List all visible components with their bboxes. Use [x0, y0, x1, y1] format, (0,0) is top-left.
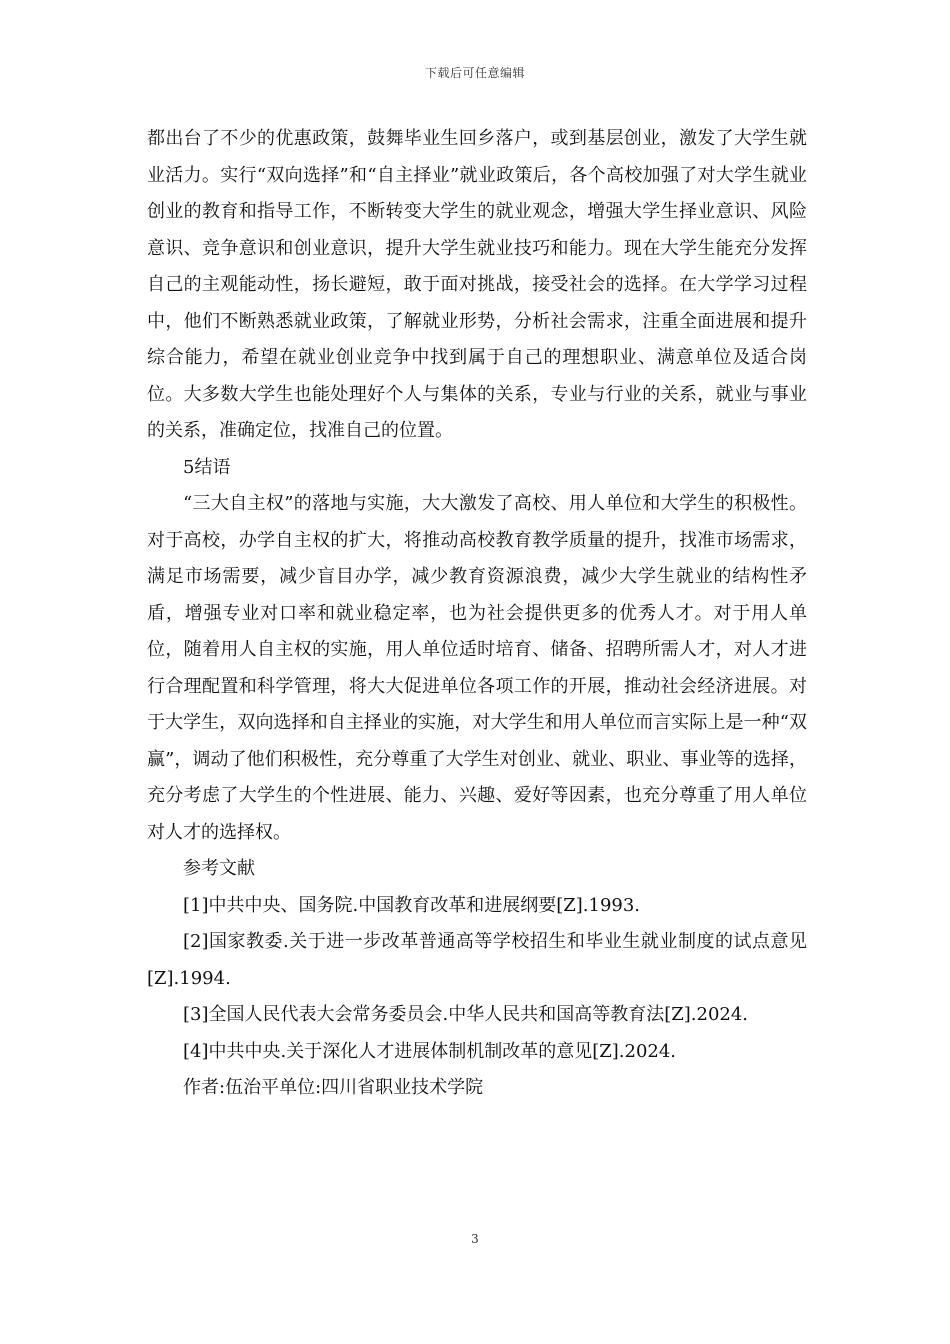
reference-item: [2]国家教委.关于进一步改革普通高等学校招生和毕业生就业制度的试点意见[Z].1994. — [147, 931, 807, 989]
section-heading: 5结语 — [183, 456, 231, 478]
author-line: 作者:伍治平单位:四川省职业技术学院 — [183, 1077, 484, 1098]
body-paragraph: “三大自主权”的落地与实施，大大激发了高校、用人单位和大学生的积极性。对于高校，办学自主权的扩大，将推动高校教育教学质量的提升，找准市场需求，满足市场需要，减少盲目办学，减少教育资源浪费，减少大学生就业的结构性矛盾，增强专业对口率和就业稳定率，也为社会提供更多的优秀人才。对于用人单位，随着用人自主权的实施，用人单位适时培育、储备、招聘所需人才，对人才进行合理配置和科学管理，将大大促进单位各项工作的开展，推动社会经济进展。对于大学生，双向选择和自主择业的实施，对大学生和用人单位而言实际上是一种“双赢”，调动了他们积极性，充分尊重了大学生对创业、就业、职业、事业等的选择，充分考虑了大学生的个性进展、能力、兴趣、爱好等因素，也充分尊重了用人单位对人才的选择权。 — [147, 493, 807, 843]
reference-item: [3]全国人民代表大会常务委员会.中华人民共和国高等教育法[Z].2024. — [183, 1004, 749, 1025]
reference-item: [4]中共中央.关于深化人才进展体制机制改革的意见[Z].2024. — [183, 1040, 677, 1062]
body-paragraph: 都出台了不少的优惠政策，鼓舞毕业生回乡落户，或到基层创业，激发了大学生就业活力。实行“双向选择”和“自主择业”就业政策后，各个高校加强了对大学生就业创业的教育和指导工作，不断转变大学生的就业观念，增强大学生择业意识、风险意识、竞争意识和创业意识，提升大学生就业技巧和能力。现在大学生能充分发挥自己的主观能动性，扬长避短，敢于面对挑战，接受社会的选择。在大学学习过程中，他们不断熟悉就业政策，了解就业形势，分析社会需求，注重全面进展和提升综合能力，希望在就业创业竞争中找到属于自己的理想职业、满意单位及适合岗位。大多数大学生也能处理好个人与集体的关系，专业与行业的关系，就业与事业的关系，准确定位，找准自己的位置。 — [147, 128, 807, 441]
page-header: 下载后可任意编辑 — [424, 66, 525, 80]
references-heading: 参考文献 — [183, 858, 255, 879]
reference-item: [1]中共中央、国务院.中国教育改革和进展纲要[Z].1993. — [183, 894, 641, 916]
document-body — [147, 121, 807, 1107]
page-number: 3 — [471, 1232, 479, 1246]
